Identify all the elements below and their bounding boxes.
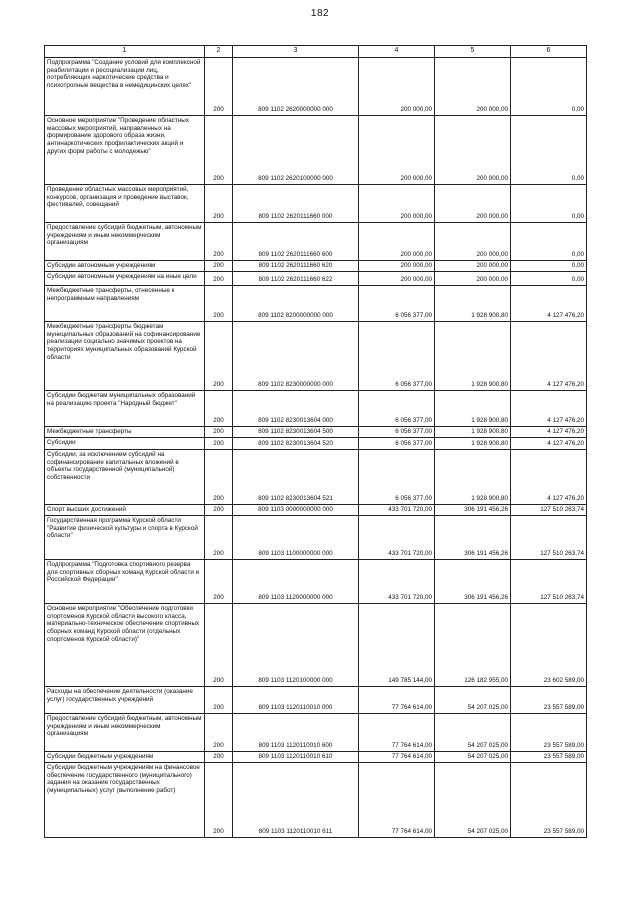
row-amount-remainder-cell: 0,00 bbox=[511, 185, 587, 223]
table-row bbox=[45, 427, 587, 438]
row-amount-remainder-cell: 4 127 476,20 bbox=[511, 391, 587, 427]
row-admin-cell: 200 bbox=[205, 752, 233, 763]
table-row bbox=[45, 752, 587, 763]
row-admin-cell: 200 bbox=[205, 116, 233, 185]
row-amount-remainder-cell: 4 127 476,20 bbox=[511, 438, 587, 450]
row-code-cell: 809 1102 8200000000 000 bbox=[233, 286, 359, 322]
row-amount-remainder-cell: 23 557 589,00 bbox=[511, 714, 587, 752]
row-amount-plan-cell: 6 056 377,00 bbox=[359, 427, 435, 438]
row-name-cell: Проведение областных массовых мероприятий, конкурсов, организация и проведение выставок, фестивалей, совещаний bbox=[45, 185, 205, 223]
row-admin-cell: 200 bbox=[205, 272, 233, 286]
row-code-cell: 809 1102 8230013604 521 bbox=[233, 450, 359, 505]
row-code-cell: 809 1102 8230000000 000 bbox=[233, 322, 359, 391]
table-row bbox=[45, 438, 587, 450]
row-code-cell: 809 1103 1120100000 000 bbox=[233, 604, 359, 687]
row-code-cell: 809 1102 2620111660 600 bbox=[233, 223, 359, 261]
row-amount-plan-cell: 200 000,00 bbox=[359, 185, 435, 223]
row-amount-executed-cell: 54 207 025,00 bbox=[435, 687, 511, 714]
row-amount-executed-cell: 54 207 025,00 bbox=[435, 763, 511, 838]
row-name-cell: Основное мероприятие "Проведение областных массовых мероприятий, направленных на формирование здорового образа жизни, антинаркотических профилактических акций и других форм работы с молодежью" bbox=[45, 116, 205, 185]
row-name-cell: Субсидии, за исключением субсидий на софинансирование капитальных вложений в объекты государственной (муниципальной) собственности bbox=[45, 450, 205, 505]
table-row bbox=[45, 286, 587, 322]
row-amount-remainder-cell: 0,00 bbox=[511, 261, 587, 272]
header-row bbox=[45, 46, 587, 58]
row-name-cell: Субсидии bbox=[45, 438, 205, 450]
row-admin-cell: 200 bbox=[205, 604, 233, 687]
row-code-cell: 809 1103 1100000000 000 bbox=[233, 516, 359, 560]
row-amount-executed-cell: 1 928 900,80 bbox=[435, 438, 511, 450]
row-amount-plan-cell: 200 000,00 bbox=[359, 116, 435, 185]
row-code-cell: 809 1102 2620100000 000 bbox=[233, 116, 359, 185]
row-amount-plan-cell: 433 701 720,00 bbox=[359, 505, 435, 516]
row-admin-cell: 200 bbox=[205, 391, 233, 427]
row-code-cell: 809 1102 8230013604 000 bbox=[233, 391, 359, 427]
row-name-cell: Подпрограмма "Создание условий для комплексной реабилитации и ресоциализации лиц, потребляющих наркотические средства и психотропные вещества в немедицинских целях" bbox=[45, 58, 205, 116]
row-amount-plan-cell: 433 701 720,00 bbox=[359, 560, 435, 604]
row-code-cell: 809 1103 1120110010 610 bbox=[233, 752, 359, 763]
row-admin-cell: 200 bbox=[205, 687, 233, 714]
row-amount-remainder-cell: 23 557 589,00 bbox=[511, 763, 587, 838]
row-name-cell: Расходы на обеспечение деятельности (оказание услуг) государственных учреждений bbox=[45, 687, 205, 714]
row-admin-cell: 200 bbox=[205, 560, 233, 604]
table-row bbox=[45, 516, 587, 560]
row-amount-remainder-cell: 4 127 476,20 bbox=[511, 450, 587, 505]
row-amount-plan-cell: 6 056 377,00 bbox=[359, 322, 435, 391]
table-row bbox=[45, 604, 587, 687]
row-amount-executed-cell: 126 182 955,00 bbox=[435, 604, 511, 687]
row-amount-executed-cell: 1 928 900,80 bbox=[435, 322, 511, 391]
row-name-cell: Предоставление субсидий бюджетным, автономным учреждениям и иным некоммерческим организациям bbox=[45, 714, 205, 752]
row-amount-executed-cell: 1 928 900,80 bbox=[435, 450, 511, 505]
row-admin-cell: 200 bbox=[205, 450, 233, 505]
row-amount-executed-cell: 54 207 025,00 bbox=[435, 714, 511, 752]
header-cell-1: 1 bbox=[45, 46, 205, 58]
row-amount-executed-cell: 200 000,00 bbox=[435, 185, 511, 223]
row-amount-remainder-cell: 23 557 589,00 bbox=[511, 752, 587, 763]
row-amount-plan-cell: 200 000,00 bbox=[359, 272, 435, 286]
row-amount-plan-cell: 200 000,00 bbox=[359, 223, 435, 261]
budget-table bbox=[44, 45, 587, 838]
row-amount-executed-cell: 1 928 900,80 bbox=[435, 391, 511, 427]
table-row bbox=[45, 450, 587, 505]
row-admin-cell: 200 bbox=[205, 438, 233, 450]
row-admin-cell: 200 bbox=[205, 427, 233, 438]
row-code-cell: 809 1103 1120000000 000 bbox=[233, 560, 359, 604]
row-admin-cell: 200 bbox=[205, 763, 233, 838]
row-name-cell: Предоставление субсидий бюджетным, автономным учреждениям и иным некоммерческим организациям bbox=[45, 223, 205, 261]
row-code-cell: 809 1102 2620111660 620 bbox=[233, 261, 359, 272]
row-amount-executed-cell: 200 000,00 bbox=[435, 272, 511, 286]
row-code-cell: 809 1102 2620000000 000 bbox=[233, 58, 359, 116]
table-row bbox=[45, 223, 587, 261]
row-amount-remainder-cell: 0,00 bbox=[511, 272, 587, 286]
table-row bbox=[45, 714, 587, 752]
row-amount-remainder-cell: 0,00 bbox=[511, 58, 587, 116]
row-amount-plan-cell: 200 000,00 bbox=[359, 58, 435, 116]
row-amount-remainder-cell: 4 127 476,20 bbox=[511, 286, 587, 322]
row-code-cell: 809 1103 1120110010 611 bbox=[233, 763, 359, 838]
row-amount-executed-cell: 1 928 900,80 bbox=[435, 286, 511, 322]
row-amount-executed-cell: 200 000,00 bbox=[435, 58, 511, 116]
row-amount-plan-cell: 77 764 614,00 bbox=[359, 687, 435, 714]
row-amount-remainder-cell: 0,00 bbox=[511, 116, 587, 185]
row-admin-cell: 200 bbox=[205, 505, 233, 516]
row-name-cell: Субсидии бюджетным учреждениям bbox=[45, 752, 205, 763]
row-name-cell: Субсидии бюджетам муниципальных образований на реализацию проекта "Народный бюджет" bbox=[45, 391, 205, 427]
row-name-cell: Основное мероприятие "Обеспечение подготовки спортсменов Курской области высокого класса, материально-техническое обеспечение спортивных сборных команд Курской области (отдельных спортсменов Курской области)" bbox=[45, 604, 205, 687]
row-amount-remainder-cell: 127 510 263,74 bbox=[511, 516, 587, 560]
row-amount-plan-cell: 6 056 377,00 bbox=[359, 286, 435, 322]
page-number: 182 bbox=[310, 8, 330, 19]
row-name-cell: Субсидии автономным учреждениям на иные цели bbox=[45, 272, 205, 286]
row-amount-remainder-cell: 23 557 589,00 bbox=[511, 687, 587, 714]
row-name-cell: Межбюджетные трансферты бюджетам муниципальных образований на софинансирование реализации социально значимых проектов на территориях муниципальных образований Курской области bbox=[45, 322, 205, 391]
table-row bbox=[45, 322, 587, 391]
row-admin-cell: 200 bbox=[205, 322, 233, 391]
header-cell-4: 4 bbox=[359, 46, 435, 58]
table-row bbox=[45, 687, 587, 714]
table-row bbox=[45, 560, 587, 604]
row-name-cell: Субсидии бюджетным учреждениям на финансовое обеспечение государственного (муниципального) задания на оказание государственных (муниципальных) услуг (выполнение работ) bbox=[45, 763, 205, 838]
row-amount-executed-cell: 306 191 456,26 bbox=[435, 516, 511, 560]
table-row bbox=[45, 116, 587, 185]
row-amount-executed-cell: 200 000,00 bbox=[435, 116, 511, 185]
table-row bbox=[45, 505, 587, 516]
row-amount-plan-cell: 77 764 614,00 bbox=[359, 714, 435, 752]
row-admin-cell: 200 bbox=[205, 185, 233, 223]
row-amount-plan-cell: 6 056 377,00 bbox=[359, 450, 435, 505]
row-admin-cell: 200 bbox=[205, 714, 233, 752]
row-admin-cell: 200 bbox=[205, 261, 233, 272]
row-admin-cell: 200 bbox=[205, 516, 233, 560]
table-row bbox=[45, 185, 587, 223]
row-code-cell: 809 1103 1120110010 600 bbox=[233, 714, 359, 752]
row-code-cell: 809 1102 8230013604 500 bbox=[233, 427, 359, 438]
header-cell-5: 5 bbox=[435, 46, 511, 58]
table-row bbox=[45, 763, 587, 838]
row-name-cell: Подпрограмма "Подготовка спортивного резерва для спортивных сборных команд Курской области и Российской Федерации" bbox=[45, 560, 205, 604]
row-code-cell: 809 1102 2620111660 000 bbox=[233, 185, 359, 223]
table-row bbox=[45, 261, 587, 272]
row-amount-plan-cell: 77 764 614,00 bbox=[359, 752, 435, 763]
row-name-cell: Межбюджетные трансферты bbox=[45, 427, 205, 438]
row-name-cell: Субсидии автономным учреждениям bbox=[45, 261, 205, 272]
row-amount-remainder-cell: 0,00 bbox=[511, 223, 587, 261]
row-admin-cell: 200 bbox=[205, 286, 233, 322]
header-cell-6: 6 bbox=[511, 46, 587, 58]
row-amount-executed-cell: 306 191 456,26 bbox=[435, 505, 511, 516]
row-amount-plan-cell: 433 701 720,00 bbox=[359, 516, 435, 560]
row-amount-plan-cell: 6 056 377,00 bbox=[359, 391, 435, 427]
row-amount-executed-cell: 1 928 900,80 bbox=[435, 427, 511, 438]
row-code-cell: 809 1103 1120110010 000 bbox=[233, 687, 359, 714]
row-amount-executed-cell: 54 207 025,00 bbox=[435, 752, 511, 763]
row-amount-plan-cell: 149 785 144,00 bbox=[359, 604, 435, 687]
row-amount-remainder-cell: 4 127 476,20 bbox=[511, 322, 587, 391]
row-amount-remainder-cell: 23 602 589,00 bbox=[511, 604, 587, 687]
row-amount-plan-cell: 6 056 377,00 bbox=[359, 438, 435, 450]
header-cell-3: 3 bbox=[233, 46, 359, 58]
row-name-cell: Государственная программа Курской области "Развитие физической культуры и спорта в Курской области" bbox=[45, 516, 205, 560]
row-amount-plan-cell: 200 000,00 bbox=[359, 261, 435, 272]
row-name-cell: Межбюджетные трансферты, отнесенные к непрограммным направлениям bbox=[45, 286, 205, 322]
row-amount-executed-cell: 306 191 456,26 bbox=[435, 560, 511, 604]
row-amount-executed-cell: 200 000,00 bbox=[435, 223, 511, 261]
table-row bbox=[45, 272, 587, 286]
row-admin-cell: 200 bbox=[205, 58, 233, 116]
table-row bbox=[45, 391, 587, 427]
row-code-cell: 809 1102 2620111660 622 bbox=[233, 272, 359, 286]
row-name-cell: Спорт высших достижений bbox=[45, 505, 205, 516]
table-row bbox=[45, 58, 587, 116]
row-code-cell: 809 1103 0000000000 000 bbox=[233, 505, 359, 516]
header-cell-2: 2 bbox=[205, 46, 233, 58]
row-code-cell: 809 1102 8230013604 520 bbox=[233, 438, 359, 450]
row-amount-plan-cell: 77 764 614,00 bbox=[359, 763, 435, 838]
row-admin-cell: 200 bbox=[205, 223, 233, 261]
row-amount-remainder-cell: 127 510 263,74 bbox=[511, 560, 587, 604]
row-amount-executed-cell: 200 000,00 bbox=[435, 261, 511, 272]
row-amount-remainder-cell: 4 127 476,20 bbox=[511, 427, 587, 438]
row-amount-remainder-cell: 127 510 263,74 bbox=[511, 505, 587, 516]
